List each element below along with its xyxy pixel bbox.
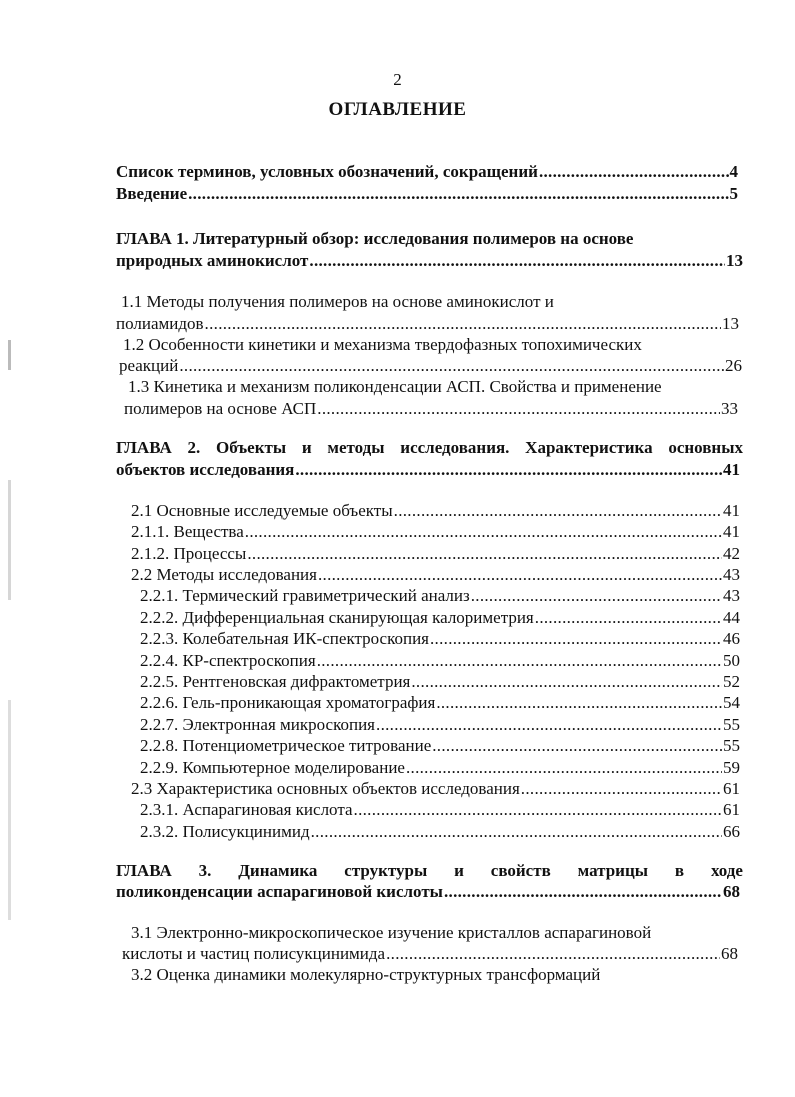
toc-entry-1-3[interactable]: 1.3 Кинетика и механизм поликонденсации АСП. Свойства и применение (128, 377, 662, 396)
toc-entry-3-1[interactable]: 3.1 Электронно-микроскопическое изучение кристаллов аспарагиновой (131, 923, 652, 942)
toc-entry-2-2-6[interactable]: 2.2.6. Гель-проникающая хроматография ..... 54 (140, 692, 740, 714)
toc-entry-2-2-1[interactable]: 2.2.1. Термический гравиметрический анализ ..... 43 (140, 585, 740, 607)
scan-artifact (8, 340, 11, 370)
toc-entry-2-2-9[interactable]: 2.2.9. Компьютерное моделирование ..... 59 (140, 757, 740, 779)
toc-entry-intro[interactable] (116, 183, 738, 205)
chapter-2-heading-cont[interactable]: объектов исследования ..... 41 (116, 459, 740, 481)
toc-entry-2-2-5[interactable]: 2.2.5. Рентгеновская дифрактометрия ..... 52 (140, 671, 740, 693)
toc-entry-text: Введение (116, 184, 188, 203)
toc-entry-1-3-cont[interactable]: полимеров на основе АСП ..... 33 (124, 398, 738, 420)
scan-artifact (8, 480, 11, 600)
toc-entry-page: 5 (729, 184, 738, 203)
toc-entry-1-1[interactable]: 1.1 Методы получения полимеров на основе аминокислот и (121, 292, 554, 311)
chapter-2-heading[interactable]: ГЛАВА 2. Объекты и методы исследования. Характеристика основных (116, 438, 743, 457)
toc-entry-terms[interactable] (116, 161, 738, 183)
toc-entry-text: Список терминов, условных обозначений, сокращений (116, 162, 538, 181)
chapter-3-heading-cont[interactable]: поликонденсации аспарагиновой кислоты ..... 68 (116, 881, 740, 903)
toc-entry-2-2[interactable]: 2.2 Методы исследования ..... 43 (131, 564, 740, 586)
toc-entry-1-2[interactable]: 1.2 Особенности кинетики и механизма твердофазных топохимических (123, 335, 642, 354)
toc-entry-page: 4 (729, 162, 738, 181)
toc-entry-2-3[interactable]: 2.3 Характеристика основных объектов исследования ..... 61 (131, 778, 740, 800)
toc-entry-1-1-cont[interactable]: полиамидов ..... 13 (116, 313, 739, 335)
page-title: ОГЛАВЛЕНИЕ (328, 99, 467, 120)
toc-entry-2-1-2[interactable]: 2.1.2. Процессы ..... 42 (131, 543, 740, 565)
scan-artifact (8, 700, 11, 920)
toc-entry-2-3-1[interactable]: 2.3.1. Аспарагиновая кислота ..... 61 (140, 799, 740, 821)
chapter-1-heading[interactable]: ГЛАВА 1. Литературный обзор: исследования полимеров на основе (116, 229, 634, 248)
toc-entry-2-1-1[interactable]: 2.1.1. Вещества ..... 41 (131, 521, 740, 543)
toc-entry-1-2-cont[interactable]: реакций ..... 26 (119, 355, 742, 377)
toc-entry-2-1[interactable]: 2.1 Основные исследуемые объекты ..... 41 (131, 500, 740, 522)
toc-entry-2-2-2[interactable]: 2.2.2. Дифференциальная сканирующая калориметрия ..... 44 (140, 607, 740, 629)
toc-entry-2-2-3[interactable]: 2.2.3. Колебательная ИК-спектроскопия ..... 46 (140, 628, 740, 650)
toc-entry-2-2-4[interactable]: 2.2.4. КР-спектроскопия ..... 50 (140, 650, 740, 672)
chapter-3-heading[interactable]: ГЛАВА 3. Динамика структуры и свойств матрицы в ходе (116, 861, 743, 880)
toc-entry-2-2-7[interactable]: 2.2.7. Электронная микроскопия ..... 55 (140, 714, 740, 736)
toc-entry-3-2[interactable]: 3.2 Оценка динамики молекулярно-структурных трансформаций (131, 965, 601, 984)
toc-entry-2-2-8[interactable]: 2.2.8. Потенциометрическое титрование ..... 55 (140, 735, 740, 757)
toc-entry-3-1-cont[interactable]: кислоты и частиц полисукцинимида ..... 68 (122, 943, 738, 965)
page-number: 2 (393, 70, 402, 89)
chapter-1-heading-cont[interactable]: природных аминокислот ..... 13 (116, 250, 743, 272)
toc-entry-2-3-2[interactable]: 2.3.2. Полисукцинимид ..... 66 (140, 821, 740, 843)
